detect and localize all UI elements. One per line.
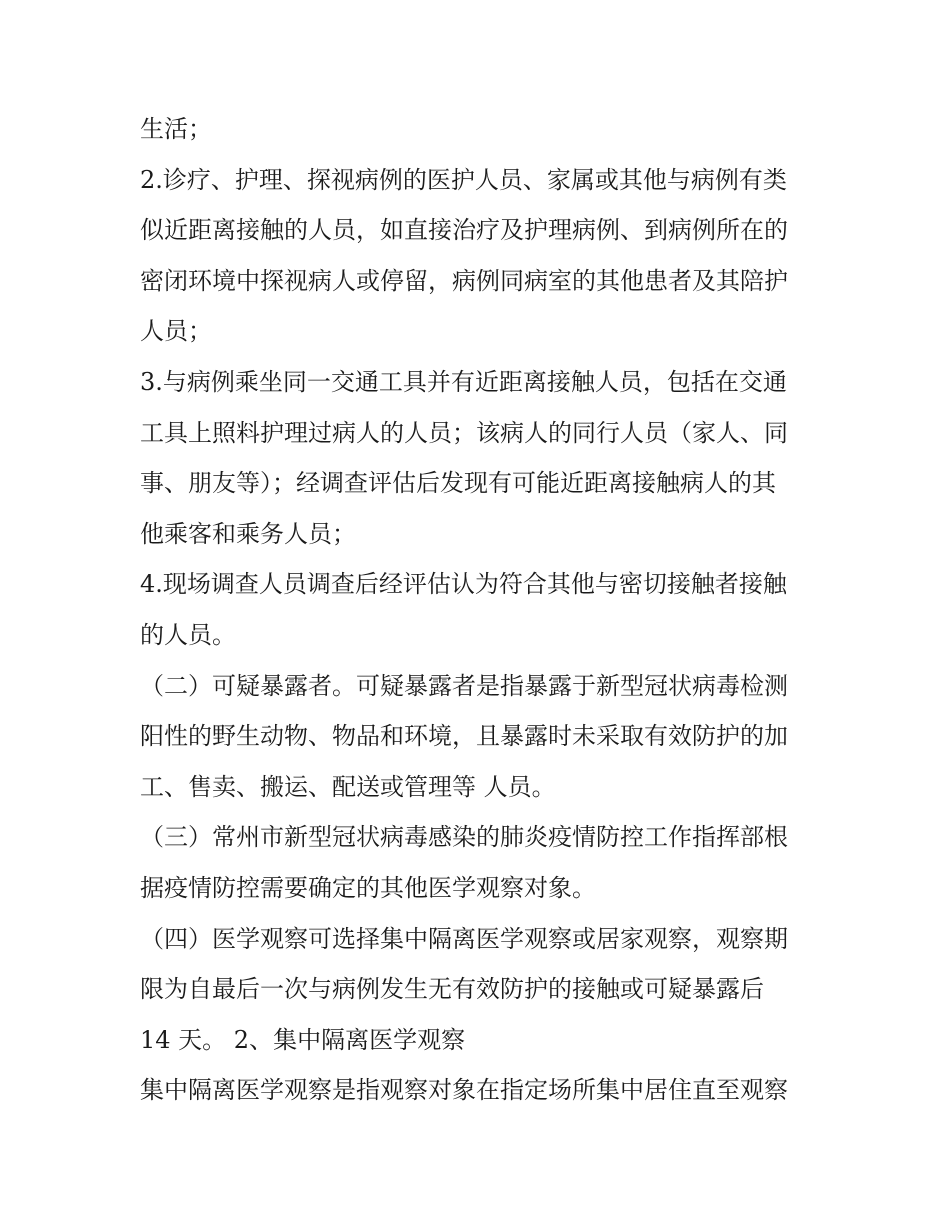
document-body bbox=[140, 104, 820, 1116]
text-line: 据疫情防控需要确定的其他医学观察对象。 bbox=[140, 873, 596, 902]
text-line: 的人员。 bbox=[140, 620, 236, 649]
text-line: （三）常州市新型冠状病毒感染的肺炎疫情防控工作指挥部根 bbox=[140, 823, 788, 852]
text-line: 4.现场调查人员调查后经评估认为符合其他与密切接触者接触 bbox=[140, 570, 787, 599]
text-line: 事、朋友等）；经调查评估后发现有可能近距离接触病人的其 bbox=[140, 469, 776, 498]
text-line: 阳性的野生动物、物品和环境，且暴露时未采取有效防护的加 bbox=[140, 722, 788, 751]
text-line: 似近距离接触的人员，如直接治疗及护理病例、到病例所在的 bbox=[140, 216, 788, 245]
text-line: 他乘客和乘务人员； bbox=[140, 519, 356, 548]
text-line: 2.诊疗、护理、探视病例的医护人员、家属或其他与病例有类 bbox=[140, 165, 787, 194]
text-line: 限为自最后一次与病例发生无有效防护的接触或可疑暴露后 bbox=[140, 975, 764, 1004]
text-line: 14 天。 2、集中隔离医学观察 bbox=[140, 1025, 466, 1054]
text-line: 密闭环境中探视病人或停留，病例同病室的其他患者及其陪护 bbox=[140, 266, 788, 295]
text-line: （四）医学观察可选择集中隔离医学观察或居家观察，观察期 bbox=[140, 924, 788, 953]
text-line: （二）可疑暴露者。可疑暴露者是指暴露于新型冠状病毒检测 bbox=[140, 671, 788, 700]
text-line: 人员； bbox=[140, 317, 212, 346]
text-line: 生活； bbox=[140, 115, 212, 143]
text-line: 集中隔离医学观察是指观察对象在指定场所集中居住直至观察 bbox=[140, 1076, 788, 1105]
text-line: 工、售卖、搬运、配送或管理等 人员。 bbox=[140, 772, 556, 801]
text-line: 3.与病例乘坐同一交通工具并有近距离接触人员，包括在交通 bbox=[140, 367, 787, 396]
text-line: 工具上照料护理过病人的人员；该病人的同行人员（家人、同 bbox=[140, 418, 788, 447]
